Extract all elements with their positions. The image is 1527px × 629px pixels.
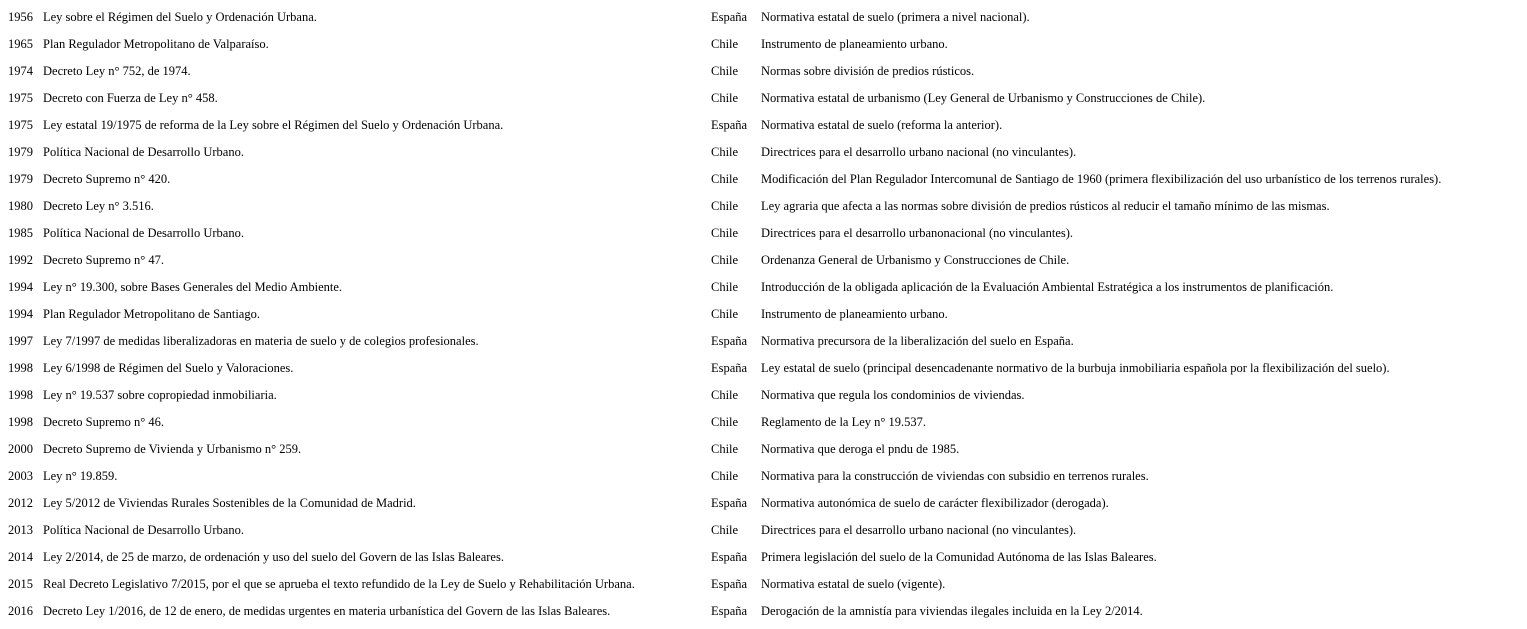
row-year: 2000 (8, 442, 33, 456)
table-row (4, 544, 1441, 571)
row-year: 1992 (8, 253, 33, 267)
table-row (4, 490, 1441, 517)
row-description: Normativa para la construcción de viviendas con subsidio en terrenos rurales. (761, 469, 1149, 483)
row-description: Ley agraria que afecta a las normas sobre división de predios rústicos al reducir el tamaño mínimo de las mismas. (761, 199, 1330, 213)
table-row (4, 274, 1441, 301)
row-country: España (711, 361, 748, 375)
row-description: Primera legislación del suelo de la Comunidad Autónoma de las Islas Baleares. (761, 550, 1157, 564)
row-country: España (711, 118, 748, 132)
row-country: Chile (711, 388, 739, 402)
row-year: 1998 (8, 388, 33, 402)
row-title: Real Decreto Legislativo 7/2015, por el que se aprueba el texto refundido de la Ley de Suelo y Rehabilitación Urbana. (43, 577, 635, 591)
table-row (4, 517, 1441, 544)
row-title: Ley 7/1997 de medidas liberalizadoras en materia de suelo y de colegios profesionales. (43, 334, 479, 348)
row-year: 1975 (8, 91, 33, 105)
table-row (4, 382, 1441, 409)
row-country: Chile (711, 253, 739, 267)
row-description: Ley estatal de suelo (principal desencadenante normativo de la burbuja inmobiliaria española por la flexibilización del suelo). (761, 361, 1390, 375)
row-title: Decreto Supremo n° 47. (43, 253, 164, 267)
row-year: 2012 (8, 496, 33, 510)
row-country: España (711, 334, 748, 348)
row-description: Ordenanza General de Urbanismo y Construcciones de Chile. (761, 253, 1070, 267)
table-row (4, 58, 1441, 85)
table-row (4, 31, 1441, 58)
row-description: Normativa que regula los condominios de viviendas. (761, 388, 1025, 402)
row-title: Ley n° 19.537 sobre copropiedad inmobiliaria. (43, 388, 277, 402)
row-title: Ley 6/1998 de Régimen del Suelo y Valoraciones. (43, 361, 294, 375)
row-description: Directrices para el desarrollo urbano nacional (no vinculantes). (761, 145, 1077, 159)
row-year: 2015 (8, 577, 33, 591)
row-description: Normas sobre división de predios rústicos. (761, 64, 975, 78)
row-title: Decreto Ley n° 3.516. (43, 199, 154, 213)
row-title: Política Nacional de Desarrollo Urbano. (43, 145, 244, 159)
table-row (4, 328, 1441, 355)
table-row (4, 85, 1441, 112)
row-title: Decreto Supremo de Vivienda y Urbanismo n° 259. (43, 442, 302, 456)
table-row (4, 112, 1441, 139)
row-title: Ley n° 19.300, sobre Bases Generales del Medio Ambiente. (43, 280, 343, 294)
row-year: 1979 (8, 145, 33, 159)
row-title: Ley sobre el Régimen del Suelo y Ordenación Urbana. (43, 10, 317, 24)
row-country: Chile (711, 280, 739, 294)
row-description: Reglamento de la Ley n° 19.537. (761, 415, 927, 429)
row-title: Ley 2/2014, de 25 de marzo, de ordenación y uso del suelo del Govern de las Islas Baleares. (43, 550, 504, 564)
row-description: Derogación de la amnistía para viviendas ilegales incluida en la Ley 2/2014. (761, 604, 1143, 618)
row-title: Política Nacional de Desarrollo Urbano. (43, 226, 244, 240)
row-country: Chile (711, 91, 739, 105)
row-title: Plan Regulador Metropolitano de Valparaíso. (43, 37, 269, 51)
row-country: Chile (711, 307, 739, 321)
row-year: 1975 (8, 118, 33, 132)
table-row (4, 571, 1441, 598)
row-year: 1974 (8, 64, 33, 78)
row-year: 2016 (8, 604, 33, 618)
row-description: Instrumento de planeamiento urbano. (761, 37, 948, 51)
row-country: Chile (711, 199, 739, 213)
legislation-table (4, 4, 1441, 625)
row-title: Decreto Supremo n° 420. (43, 172, 171, 186)
row-year: 1994 (8, 307, 33, 321)
row-country: Chile (711, 172, 739, 186)
row-title: Política Nacional de Desarrollo Urbano. (43, 523, 244, 537)
row-title: Decreto con Fuerza de Ley n° 458. (43, 91, 218, 105)
row-country: Chile (711, 37, 739, 51)
row-title: Decreto Supremo n° 46. (43, 415, 164, 429)
row-year: 1998 (8, 361, 33, 375)
table-row (4, 220, 1441, 247)
row-description: Normativa estatal de suelo (reforma la anterior). (761, 118, 1003, 132)
row-description: Directrices para el desarrollo urbanonacional (no vinculantes). (761, 226, 1074, 240)
table-row (4, 166, 1441, 193)
row-country: España (711, 10, 748, 24)
table-row (4, 409, 1441, 436)
row-country: Chile (711, 145, 739, 159)
table-row (4, 355, 1441, 382)
row-country: Chile (711, 415, 739, 429)
table-row (4, 598, 1441, 625)
row-title: Ley 5/2012 de Viviendas Rurales Sostenibles de la Comunidad de Madrid. (43, 496, 416, 510)
row-title: Decreto Ley n° 752, de 1974. (43, 64, 191, 78)
row-year: 1998 (8, 415, 33, 429)
row-description: Modificación del Plan Regulador Intercomunal de Santiago de 1960 (primera flexibilización del uso urbanístico de los terrenos rurales). (761, 172, 1442, 186)
row-title: Plan Regulador Metropolitano de Santiago. (43, 307, 260, 321)
row-title: Ley estatal 19/1975 de reforma de la Ley sobre el Régimen del Suelo y Ordenación Urbana. (43, 118, 504, 132)
row-country: Chile (711, 469, 739, 483)
table-row (4, 436, 1441, 463)
table-row (4, 139, 1441, 166)
row-description: Normativa estatal de suelo (primera a nivel nacional). (761, 10, 1030, 24)
row-country: Chile (711, 442, 739, 456)
row-country: España (711, 496, 748, 510)
row-country: Chile (711, 64, 739, 78)
row-description: Normativa estatal de urbanismo (Ley General de Urbanismo y Construcciones de Chile). (761, 91, 1206, 105)
row-year: 2003 (8, 469, 33, 483)
row-year: 2013 (8, 523, 33, 537)
row-year: 1985 (8, 226, 33, 240)
row-country: España (711, 604, 748, 618)
row-country: España (711, 550, 748, 564)
row-country: Chile (711, 226, 739, 240)
row-year: 1980 (8, 199, 33, 213)
row-year: 1956 (8, 10, 33, 24)
legislation-table-body (4, 4, 1441, 625)
table-row (4, 193, 1441, 220)
table-row (4, 463, 1441, 490)
row-year: 2014 (8, 550, 33, 564)
row-description: Normativa estatal de suelo (vigente). (761, 577, 946, 591)
row-description: Normativa precursora de la liberalización del suelo en España. (761, 334, 1074, 348)
table-row (4, 301, 1441, 328)
row-title: Ley n° 19.859. (43, 469, 118, 483)
row-year: 1994 (8, 280, 33, 294)
table-row (4, 247, 1441, 274)
row-description: Normativa autonómica de suelo de carácter flexibilizador (derogada). (761, 496, 1109, 510)
row-year: 1965 (8, 37, 33, 51)
row-description: Normativa que deroga el pndu de 1985. (761, 442, 960, 456)
row-description: Directrices para el desarrollo urbano nacional (no vinculantes). (761, 523, 1077, 537)
table-row (4, 4, 1441, 31)
row-description: Introducción de la obligada aplicación de la Evaluación Ambiental Estratégica a los instrumentos de planificación. (761, 280, 1334, 294)
row-country: Chile (711, 523, 739, 537)
row-description: Instrumento de planeamiento urbano. (761, 307, 948, 321)
row-country: España (711, 577, 748, 591)
row-year: 1979 (8, 172, 33, 186)
row-year: 1997 (8, 334, 33, 348)
row-title: Decreto Ley 1/2016, de 12 de enero, de medidas urgentes en materia urbanística del Govern de las Islas Baleares. (43, 604, 611, 618)
